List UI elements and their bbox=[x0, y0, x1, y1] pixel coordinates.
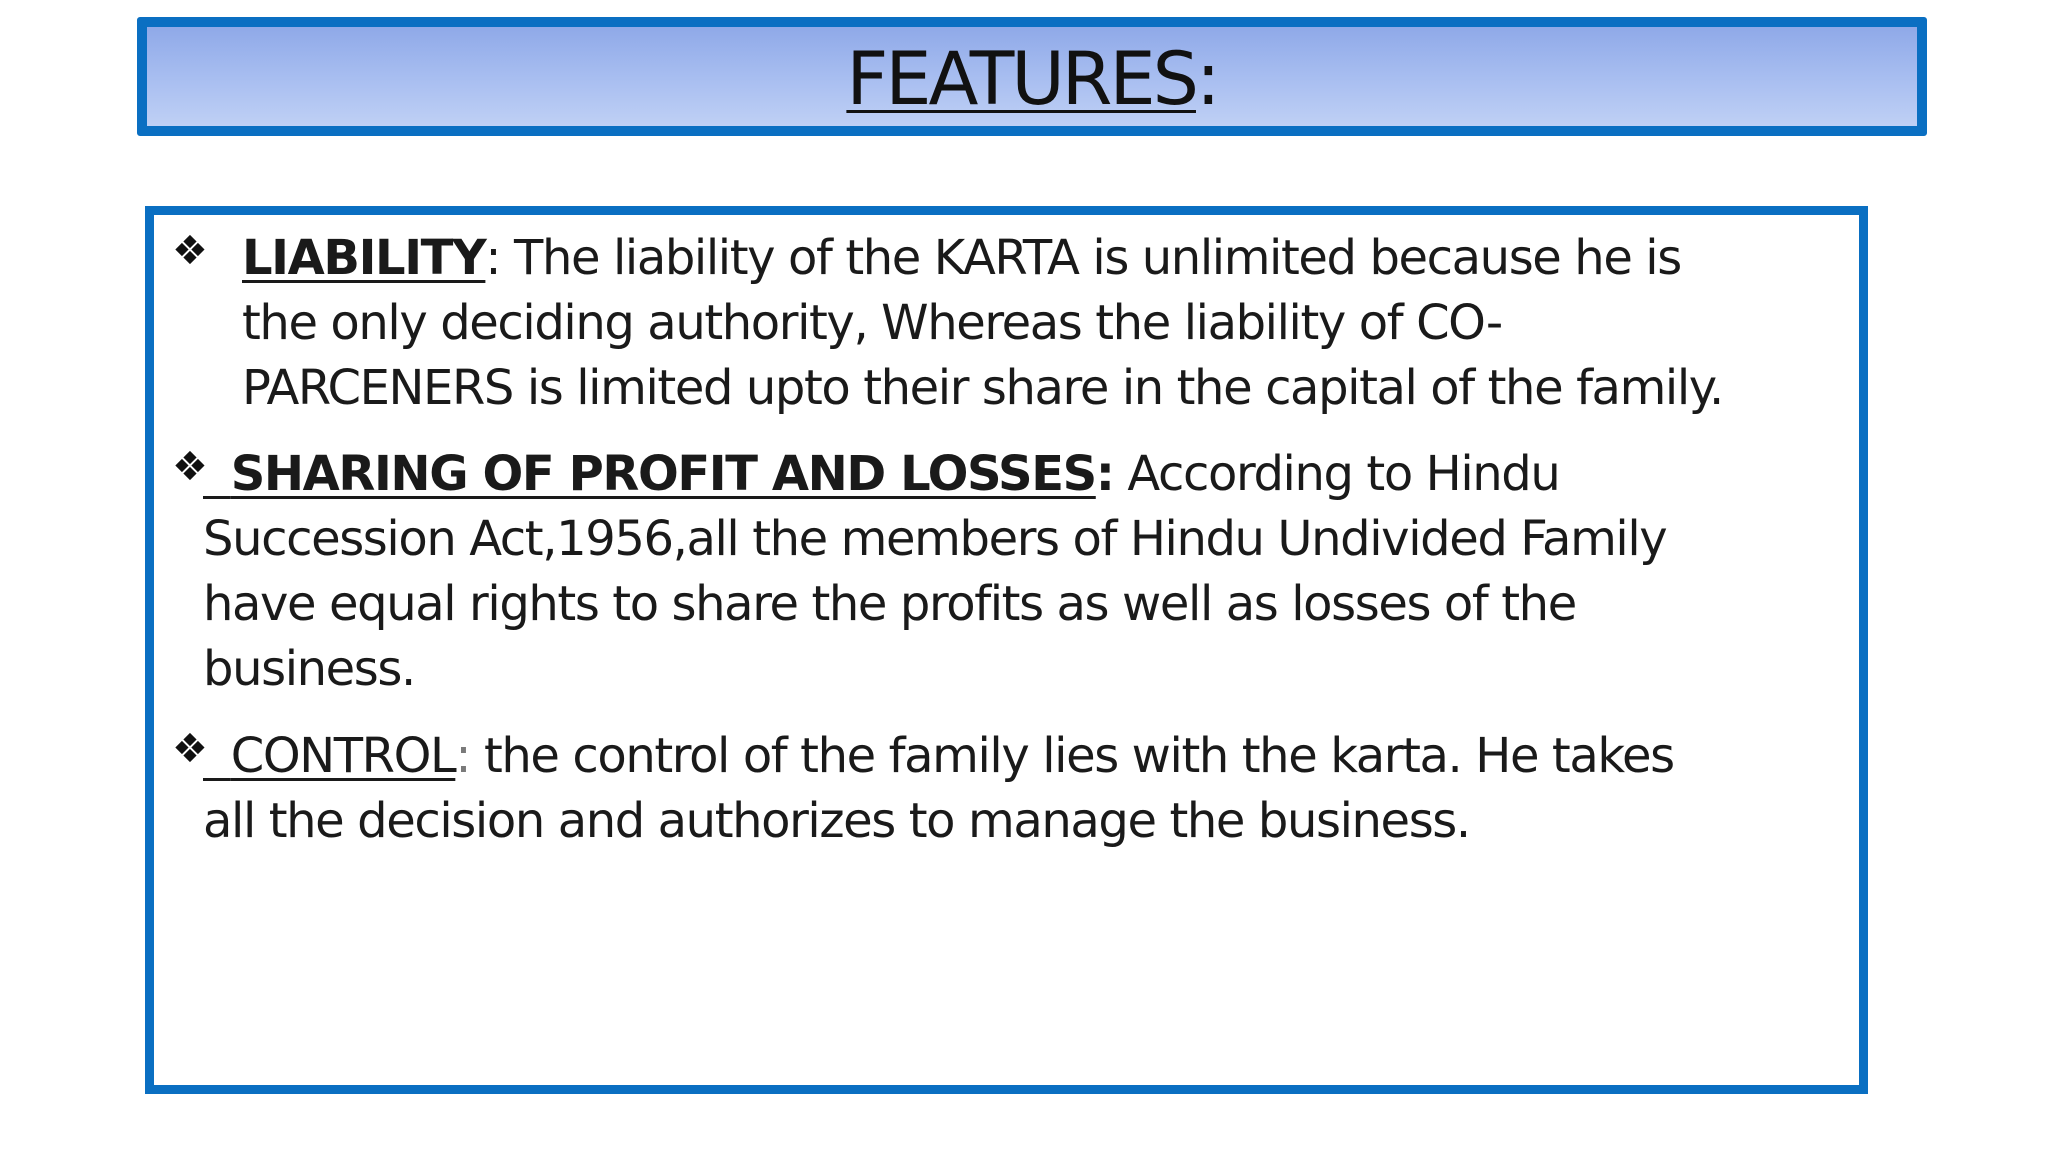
feature-text: the control of the family lies with the karta. He takes bbox=[470, 728, 1674, 784]
feature-item-control bbox=[203, 724, 1674, 854]
feature-line: the only deciding authority, Whereas the liability of CO- bbox=[242, 295, 1502, 351]
slide-title bbox=[846, 37, 1218, 122]
feature-line: Succession Act,1956,all the members of Hindu Undivided Family bbox=[203, 511, 1667, 567]
underline-space bbox=[203, 728, 231, 784]
slide-title-colon: : bbox=[1195, 37, 1218, 122]
feature-colon: : bbox=[1095, 446, 1114, 502]
feature-line bbox=[242, 226, 1723, 291]
underline-space bbox=[203, 446, 231, 502]
feature-colon: : bbox=[455, 728, 471, 784]
feature-text: According to Hindu bbox=[1113, 446, 1560, 502]
feature-text: The liability of the KARTA is unlimited because he is bbox=[500, 230, 1681, 286]
feature-colon: : bbox=[485, 230, 501, 286]
feature-line bbox=[203, 724, 1674, 789]
feature-line: all the decision and authorizes to manage the business. bbox=[203, 793, 1470, 849]
feature-line bbox=[203, 442, 1666, 507]
feature-keyword: LIABILITY bbox=[242, 230, 486, 286]
feature-line: business. bbox=[203, 641, 415, 697]
diamond-bullet-icon: ❖ bbox=[172, 444, 208, 490]
diamond-bullet-icon: ❖ bbox=[172, 726, 208, 772]
feature-line: have equal rights to share the profits as well as losses of the bbox=[203, 576, 1576, 632]
feature-keyword: CONTROL bbox=[230, 728, 456, 784]
feature-item-sharing bbox=[203, 442, 1666, 702]
content-box bbox=[145, 206, 1868, 1094]
feature-item-liability bbox=[242, 226, 1723, 421]
feature-keyword: SHARING OF PROFIT AND LOSSES bbox=[230, 446, 1096, 502]
slide-title-word: FEATURES bbox=[846, 37, 1196, 122]
feature-line: PARCENERS is limited upto their share in the capital of the family. bbox=[242, 360, 1723, 416]
title-box bbox=[137, 17, 1927, 136]
diamond-bullet-icon: ❖ bbox=[172, 228, 208, 274]
